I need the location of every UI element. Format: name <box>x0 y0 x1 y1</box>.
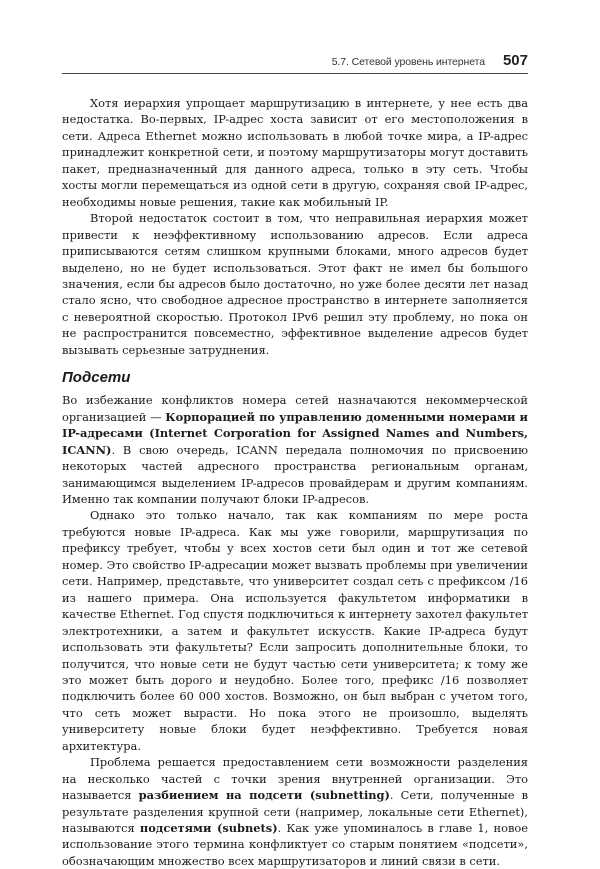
term-subnetting: разбиением на подсети (subnetting) <box>138 788 390 803</box>
paragraph-address-waste: Второй недостаток состоит в том, что неправильная иерархия может привести к неэффективному использованию адресов. Если адреса приписываются сетям слишком крупными блоками, много адресов будет выделено, но не будет использоваться. Этот факт не имел бы большого значения, если бы адресов было достаточно, но уже более десяти лет назад стало ясно, что свободное адресное пространство в интернете заполняется с невероятной скоростью. Протокол IPv6 решил эту проблему, но пока он не распространится повсеместно, эффективное выделение адресов будет вызывать серьезные затруднения. <box>62 211 528 357</box>
paragraph-subnetting-text-2: . Сети, полученные в результате разделения крупной сети (например, локальные сети Ethernet), называются <box>62 788 528 836</box>
running-header <box>62 52 528 72</box>
header-section-title: 5.7. Сетевой уровень интернета <box>331 56 485 68</box>
page-number: 507 <box>502 52 528 69</box>
header-rule <box>62 73 528 74</box>
term-icann: Корпорацией по управлению доменными номерами и IP-адресами (Internet Corporation for Assigned Names and Numbers, ICANN) <box>62 409 528 457</box>
paragraph-subnetting-text-3: . Как уже упоминалось в главе 1, новое использование этого термина конфликтует со старым понятием «подсети», обозначающим множество всех маршрутизаторов и линий связи в сети. <box>62 821 528 868</box>
section-heading: Подсети <box>62 369 131 387</box>
paragraph-icann-text-1: Во избежание конфликтов номера сетей назначаются некоммерческой организацией — <box>62 393 528 424</box>
paragraph-icann-text-2: . В свою очередь, ICANN передала полномочия по присвоению некоторых частей адресного пространства региональным органам, занимающимся выделением IP-адресов провайдерам и другим компаниям. Именно так компании получают блоки IP-адресов. <box>62 442 528 506</box>
paragraph-subnetting <box>62 754 528 869</box>
paragraph-subnetting-text-1: Проблема решается предоставлением сети возможности разделения на несколько частей с точки зрения внутренней организации. Это называется <box>62 755 528 803</box>
term-subnets: подсетями (subnets) <box>139 821 278 836</box>
paragraph-hierarchy-drawbacks: Хотя иерархия упрощает маршрутизацию в интернете, у нее есть два недостатка. Во-первых, IP-адрес хоста зависит от его местоположения в сети. Адреса Ethernet можно использовать в любой точке мира, а IP-адрес принадлежит конкретной сети, и поэтому маршрутизаторы могут доставить пакет, предназначенный для данного адреса, только в эту сеть. Чтобы хосты могли перемещаться из одной сети в другую, сохраняя свой IP-адрес, необходимы новые решения, такие как мобильный IP. <box>62 96 528 209</box>
paragraph-university-example: Однако это только начало, так как компаниям по мере роста требуются новые IP-адреса. Как мы уже говорили, маршрутизация по префиксу требует, чтобы у всех хостов сети был один и тот же сетевой номер. Это свойство IP-адресации может вызвать проблемы при увеличении сети. Например, представьте, что университет создал сеть с префиксом /16 из нашего примера. Она используется факультетом информатики в качестве Ethernet. Год спустя подключиться к интернету захотел факультет электротехники, а затем и факультет искусств. Какие IP-адреса будут использовать эти факультеты? Если запросить дополнительные блоки, то получится, что новые сети не будут частью сети университета; к тому же это может быть дорого и неудобно. Более того, префикс /16 позволяет подключить более 60 000 хостов. Возможно, он был выбран с учетом того, что сеть может вырасти. Но пока этого не произошло, выделять университету новые блоки будет неэффективно. Требуется новая архитектура. <box>62 508 528 753</box>
body-text <box>62 95 528 869</box>
paragraph-icann <box>62 392 528 507</box>
